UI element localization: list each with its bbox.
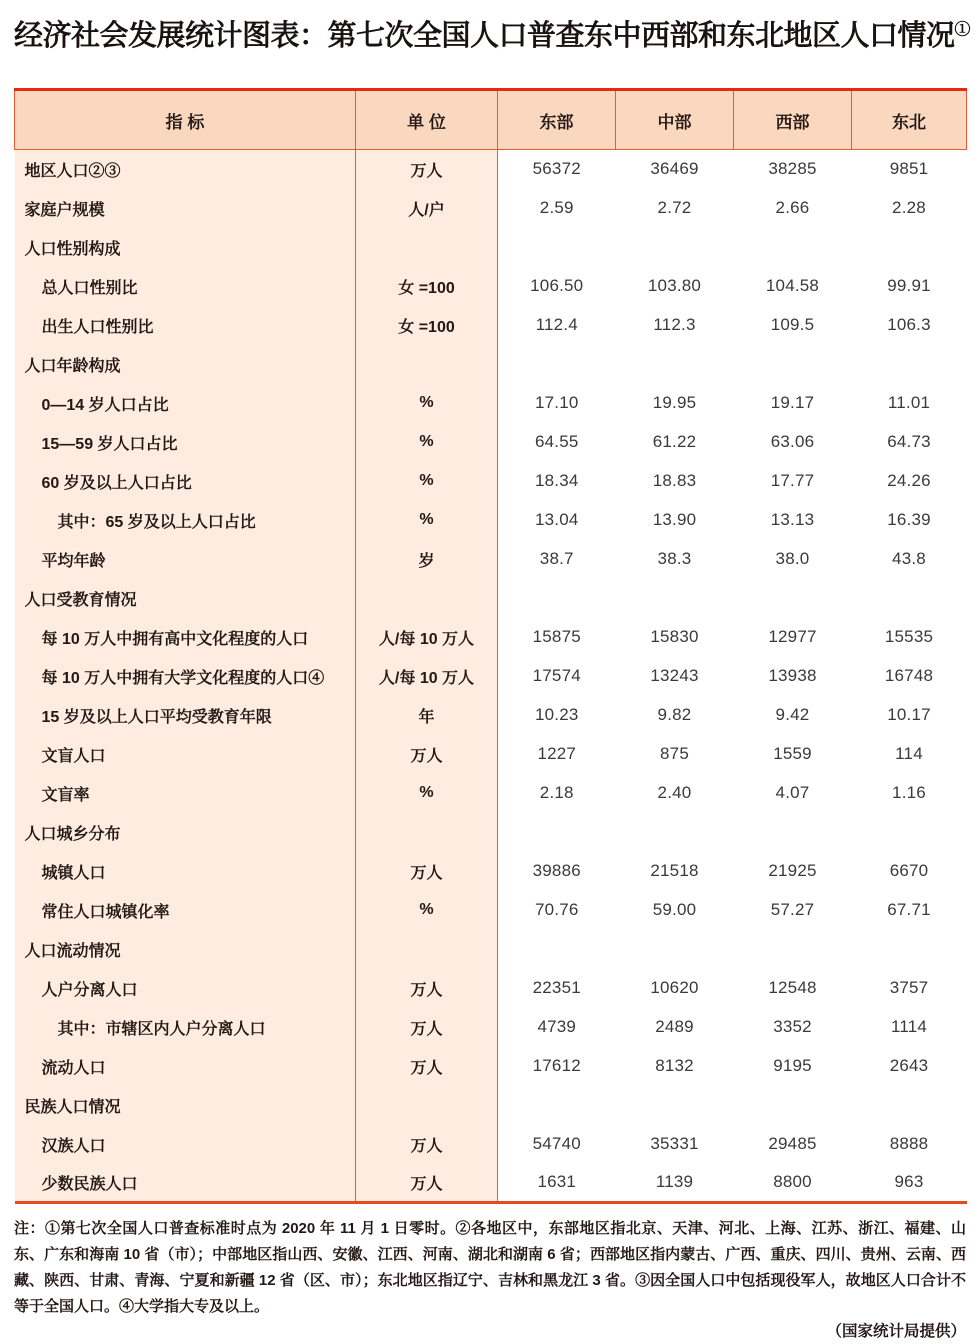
indicator-label: 人口流动情况: [15, 930, 356, 969]
indicator-label: 汉族人口: [15, 1125, 356, 1164]
value-cell-east: 112.4: [498, 306, 616, 345]
unit-cell: [356, 228, 498, 267]
indicator-label: 人口城乡分布: [15, 813, 356, 852]
value-cell-east: [498, 345, 616, 384]
unit-cell: %: [356, 423, 498, 462]
unit-cell: %: [356, 384, 498, 423]
table-row: [15, 930, 967, 969]
unit-cell: 万人: [356, 852, 498, 891]
column-header-indicator: 指 标: [15, 90, 356, 150]
indicator-label: 15—59 岁人口占比: [15, 423, 356, 462]
value-cell-east: [498, 930, 616, 969]
unit-cell: 万人: [356, 735, 498, 774]
indicator-label: 文盲人口: [15, 735, 356, 774]
value-cell-central: 61.22: [616, 423, 734, 462]
value-cell-west: 9195: [734, 1047, 852, 1086]
table-row: [15, 813, 967, 852]
value-cell-northeast: 67.71: [852, 891, 967, 930]
table-row: [15, 774, 967, 813]
unit-cell: 人/户: [356, 189, 498, 228]
indicator-label: 少数民族人口: [15, 1164, 356, 1203]
unit-cell: [356, 579, 498, 618]
unit-cell: 万人: [356, 150, 498, 189]
indicator-label: 常住人口城镇化率: [15, 891, 356, 930]
indicator-label: 每 10 万人中拥有高中文化程度的人口: [15, 618, 356, 657]
table-row: [15, 345, 967, 384]
value-cell-west: 2.66: [734, 189, 852, 228]
value-cell-central: [616, 930, 734, 969]
unit-cell: [356, 345, 498, 384]
value-cell-east: 18.34: [498, 462, 616, 501]
value-cell-central: 103.80: [616, 267, 734, 306]
value-cell-northeast: 11.01: [852, 384, 967, 423]
table-row: [15, 657, 967, 696]
table-row: [15, 189, 967, 228]
value-cell-central: 13.90: [616, 501, 734, 540]
table-row: [15, 423, 967, 462]
unit-cell: 万人: [356, 969, 498, 1008]
table-row: [15, 618, 967, 657]
value-cell-west: 21925: [734, 852, 852, 891]
value-cell-central: 8132: [616, 1047, 734, 1086]
page-title-text: 经济社会发展统计图表：第七次全国人口普查东中西部和东北地区人口情况: [14, 20, 955, 52]
table-row: [15, 501, 967, 540]
value-cell-west: 13938: [734, 657, 852, 696]
value-cell-west: 104.58: [734, 267, 852, 306]
value-cell-central: 19.95: [616, 384, 734, 423]
value-cell-central: 15830: [616, 618, 734, 657]
indicator-label: 人口性别构成: [15, 228, 356, 267]
value-cell-west: 19.17: [734, 384, 852, 423]
value-cell-northeast: [852, 228, 967, 267]
unit-cell: %: [356, 462, 498, 501]
table-row: [15, 462, 967, 501]
column-header-unit: 单 位: [356, 90, 498, 150]
value-cell-east: [498, 813, 616, 852]
table-body: [15, 150, 967, 1203]
value-cell-central: 2.40: [616, 774, 734, 813]
value-cell-central: 2489: [616, 1008, 734, 1047]
table-row: [15, 540, 967, 579]
value-cell-west: 13.13: [734, 501, 852, 540]
value-cell-west: 9.42: [734, 696, 852, 735]
unit-cell: 万人: [356, 1047, 498, 1086]
indicator-label: 0—14 岁人口占比: [15, 384, 356, 423]
unit-cell: 女 =100: [356, 267, 498, 306]
title-footnote-marker: ①: [954, 21, 970, 39]
value-cell-east: 15875: [498, 618, 616, 657]
value-cell-central: [616, 345, 734, 384]
unit-cell: 万人: [356, 1125, 498, 1164]
value-cell-northeast: 64.73: [852, 423, 967, 462]
unit-cell: 年: [356, 696, 498, 735]
table-header-row: [15, 90, 967, 150]
value-cell-northeast: 43.8: [852, 540, 967, 579]
value-cell-west: 3352: [734, 1008, 852, 1047]
table-row: [15, 267, 967, 306]
value-cell-west: 17.77: [734, 462, 852, 501]
value-cell-central: 1139: [616, 1164, 734, 1203]
unit-cell: 人/每 10 万人: [356, 618, 498, 657]
value-cell-northeast: 6670: [852, 852, 967, 891]
indicator-label: 其中：市辖区内人户分离人口: [15, 1008, 356, 1047]
indicator-label: 城镇人口: [15, 852, 356, 891]
value-cell-central: 10620: [616, 969, 734, 1008]
indicator-label: 人口受教育情况: [15, 579, 356, 618]
value-cell-northeast: 114: [852, 735, 967, 774]
value-cell-east: 17612: [498, 1047, 616, 1086]
indicator-label: 文盲率: [15, 774, 356, 813]
table-row: [15, 1008, 967, 1047]
indicator-label: 其中：65 岁及以上人口占比: [15, 501, 356, 540]
table-header: [15, 90, 967, 150]
value-cell-east: 4739: [498, 1008, 616, 1047]
table-row: [15, 306, 967, 345]
indicator-label: 民族人口情况: [15, 1086, 356, 1125]
value-cell-west: 4.07: [734, 774, 852, 813]
table-row: [15, 735, 967, 774]
value-cell-northeast: 1.16: [852, 774, 967, 813]
value-cell-northeast: 16.39: [852, 501, 967, 540]
value-cell-central: 35331: [616, 1125, 734, 1164]
value-cell-west: 57.27: [734, 891, 852, 930]
unit-cell: %: [356, 501, 498, 540]
table-row: [15, 228, 967, 267]
value-cell-east: 13.04: [498, 501, 616, 540]
indicator-label: 流动人口: [15, 1047, 356, 1086]
value-cell-northeast: 16748: [852, 657, 967, 696]
indicator-label: 总人口性别比: [15, 267, 356, 306]
unit-cell: [356, 930, 498, 969]
table-row: [15, 384, 967, 423]
value-cell-east: 70.76: [498, 891, 616, 930]
value-cell-west: 12977: [734, 618, 852, 657]
value-cell-east: 17574: [498, 657, 616, 696]
table-row: [15, 1125, 967, 1164]
unit-cell: [356, 1086, 498, 1125]
source-credit: （国家统计局提供）: [826, 1323, 966, 1340]
value-cell-east: 2.18: [498, 774, 616, 813]
table-row: [15, 1047, 967, 1086]
table-row: [15, 696, 967, 735]
column-header-central: 中部: [616, 90, 734, 150]
table-row: [15, 852, 967, 891]
unit-cell: 万人: [356, 1008, 498, 1047]
indicator-label: 家庭户规模: [15, 189, 356, 228]
value-cell-west: 1559: [734, 735, 852, 774]
value-cell-east: 1227: [498, 735, 616, 774]
unit-cell: [356, 813, 498, 852]
value-cell-east: 64.55: [498, 423, 616, 462]
value-cell-east: 10.23: [498, 696, 616, 735]
page-title: [14, 14, 970, 58]
value-cell-east: 2.59: [498, 189, 616, 228]
table-row: [15, 891, 967, 930]
value-cell-east: 17.10: [498, 384, 616, 423]
indicator-label: 人户分离人口: [15, 969, 356, 1008]
unit-cell: 万人: [356, 1164, 498, 1203]
unit-cell: %: [356, 891, 498, 930]
value-cell-northeast: 2.28: [852, 189, 967, 228]
value-cell-northeast: 3757: [852, 969, 967, 1008]
indicator-label: 平均年龄: [15, 540, 356, 579]
value-cell-east: 38.7: [498, 540, 616, 579]
footnotes: 注：①第七次全国人口普查标准时点为 2020 年 11 月 1 日零时。②各地区中，东部地区指北京、天津、河北、上海、江苏、浙江、福建、山东、广东和海南 10 省（市）；中部地区指山西、安徽、江西、河南、湖北和湖南 6 省；西部地区指内蒙古、广西、重庆、四川、贵州、云南、西藏、陕西、甘肃、青海、宁夏和新疆 12 省（区、市）；东北地区指辽宁、吉林和黑龙江 3 省。③因全国人口中包括现役军人，故地区人口合计不等于全国人口。④大学指大专及以上。: [14, 1220, 966, 1315]
value-cell-east: 39886: [498, 852, 616, 891]
column-header-east: 东部: [498, 90, 616, 150]
unit-cell: 人/每 10 万人: [356, 657, 498, 696]
value-cell-northeast: [852, 579, 967, 618]
indicator-label: 出生人口性别比: [15, 306, 356, 345]
value-cell-west: [734, 813, 852, 852]
value-cell-west: 29485: [734, 1125, 852, 1164]
indicator-label: 60 岁及以上人口占比: [15, 462, 356, 501]
column-header-northeast: 东北: [852, 90, 967, 150]
value-cell-central: 875: [616, 735, 734, 774]
value-cell-east: 22351: [498, 969, 616, 1008]
value-cell-northeast: 99.91: [852, 267, 967, 306]
value-cell-central: 112.3: [616, 306, 734, 345]
value-cell-northeast: 15535: [852, 618, 967, 657]
value-cell-central: [616, 579, 734, 618]
value-cell-west: [734, 930, 852, 969]
value-cell-central: [616, 813, 734, 852]
indicator-label: 地区人口②③: [15, 150, 356, 189]
value-cell-west: [734, 1086, 852, 1125]
indicator-label: 15 岁及以上人口平均受教育年限: [15, 696, 356, 735]
value-cell-northeast: 9851: [852, 150, 967, 189]
value-cell-central: 2.72: [616, 189, 734, 228]
value-cell-central: [616, 1086, 734, 1125]
value-cell-central: 36469: [616, 150, 734, 189]
value-cell-east: 106.50: [498, 267, 616, 306]
indicator-label: 人口年龄构成: [15, 345, 356, 384]
value-cell-west: 38285: [734, 150, 852, 189]
value-cell-northeast: 963: [852, 1164, 967, 1203]
table-row: [15, 1086, 967, 1125]
value-cell-northeast: 1114: [852, 1008, 967, 1047]
value-cell-northeast: [852, 1086, 967, 1125]
value-cell-northeast: [852, 930, 967, 969]
value-cell-central: 18.83: [616, 462, 734, 501]
value-cell-west: [734, 228, 852, 267]
value-cell-east: 56372: [498, 150, 616, 189]
value-cell-east: [498, 228, 616, 267]
value-cell-northeast: 10.17: [852, 696, 967, 735]
value-cell-northeast: 2643: [852, 1047, 967, 1086]
value-cell-east: 54740: [498, 1125, 616, 1164]
indicator-label: 每 10 万人中拥有大学文化程度的人口④: [15, 657, 356, 696]
value-cell-northeast: 8888: [852, 1125, 967, 1164]
column-header-west: 西部: [734, 90, 852, 150]
value-cell-northeast: 24.26: [852, 462, 967, 501]
value-cell-central: [616, 228, 734, 267]
value-cell-central: 38.3: [616, 540, 734, 579]
table-row: [15, 1164, 967, 1203]
value-cell-northeast: [852, 345, 967, 384]
statistics-table: [14, 88, 967, 1204]
unit-cell: %: [356, 774, 498, 813]
value-cell-central: 13243: [616, 657, 734, 696]
table-row: [15, 150, 967, 189]
unit-cell: 岁: [356, 540, 498, 579]
table-row: [15, 579, 967, 618]
value-cell-west: 109.5: [734, 306, 852, 345]
value-cell-east: 1631: [498, 1164, 616, 1203]
table-row: [15, 969, 967, 1008]
value-cell-east: [498, 1086, 616, 1125]
value-cell-west: 12548: [734, 969, 852, 1008]
value-cell-east: [498, 579, 616, 618]
value-cell-west: 63.06: [734, 423, 852, 462]
unit-cell: 女 =100: [356, 306, 498, 345]
value-cell-west: 8800: [734, 1164, 852, 1203]
value-cell-west: [734, 579, 852, 618]
value-cell-northeast: [852, 813, 967, 852]
value-cell-west: [734, 345, 852, 384]
value-cell-northeast: 106.3: [852, 306, 967, 345]
value-cell-west: 38.0: [734, 540, 852, 579]
value-cell-central: 21518: [616, 852, 734, 891]
value-cell-central: 9.82: [616, 696, 734, 735]
value-cell-central: 59.00: [616, 891, 734, 930]
